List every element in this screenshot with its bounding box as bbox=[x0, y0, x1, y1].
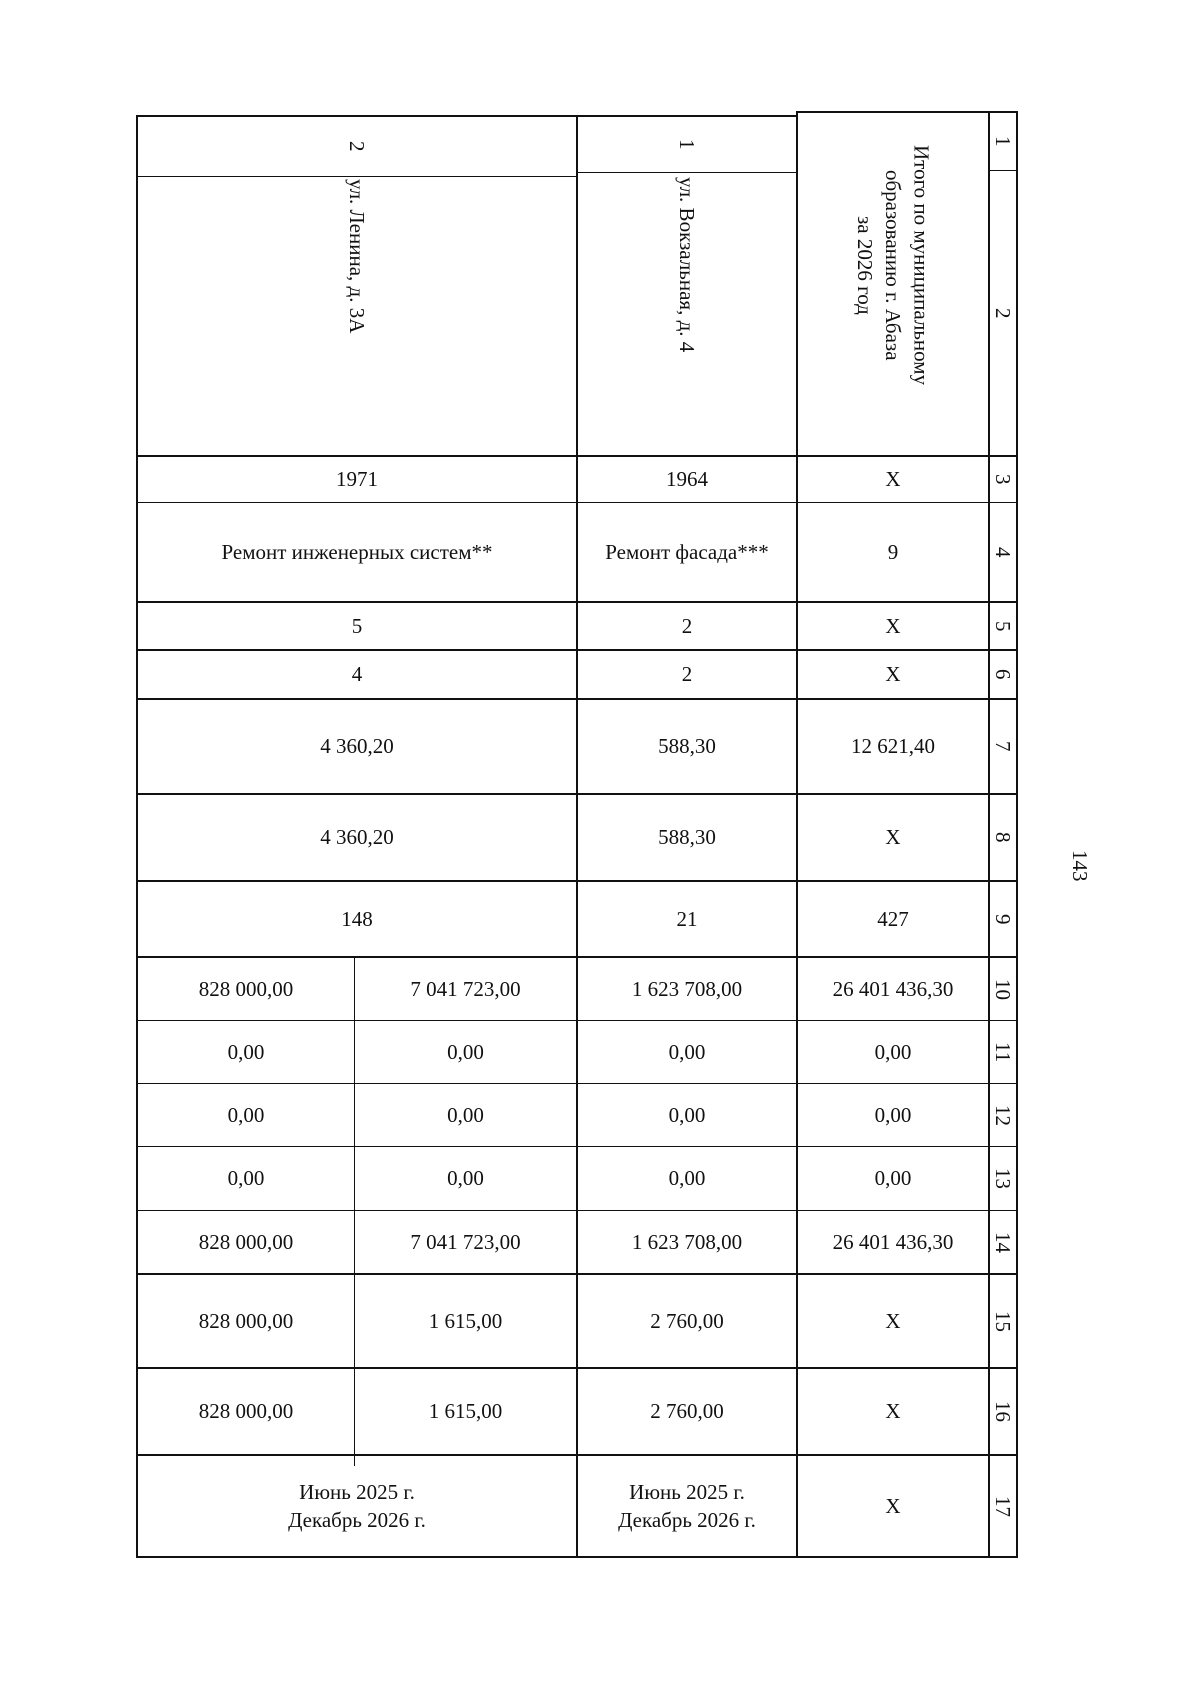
column-number-15: 15 bbox=[991, 1310, 1016, 1332]
house1-period bbox=[578, 1456, 796, 1556]
house2-address: ул. Ленина, д. 3А bbox=[345, 179, 370, 334]
house2-row16-b: 1 615,00 bbox=[428, 1399, 503, 1424]
house2-row15-b: 1 615,00 bbox=[428, 1308, 503, 1333]
house1-row13: 0,00 bbox=[668, 1166, 706, 1191]
house1-period-end: Декабрь 2026 г. bbox=[618, 1508, 756, 1532]
total-work: 9 bbox=[887, 539, 899, 564]
house1-row16: 2 760,00 bbox=[650, 1399, 724, 1424]
column-number-8: 8 bbox=[991, 832, 1016, 843]
page-number: 143 bbox=[1068, 850, 1092, 882]
column-number-2: 2 bbox=[991, 307, 1016, 319]
total-row6: X bbox=[885, 662, 901, 687]
house2-work: Ремонт инженерных систем** bbox=[221, 539, 493, 564]
column-number-6: 6 bbox=[991, 669, 1016, 680]
column-number-1: 1 bbox=[991, 136, 1016, 147]
house2-row13-a: 0,00 bbox=[227, 1166, 265, 1191]
house1-work: Ремонт фасада*** bbox=[605, 539, 769, 564]
house2-row5: 5 bbox=[351, 613, 363, 638]
house2-row12-a: 0,00 bbox=[227, 1102, 265, 1127]
house2-row16-a: 828 000,00 bbox=[198, 1399, 294, 1424]
house2-row6: 4 bbox=[351, 662, 363, 687]
house1-row5: 2 bbox=[681, 613, 693, 638]
house1-row15: 2 760,00 bbox=[650, 1308, 724, 1333]
house2-row12-b: 0,00 bbox=[447, 1102, 484, 1127]
house1-row7: 588,30 bbox=[658, 734, 716, 759]
house2-row10-a: 828 000,00 bbox=[198, 976, 294, 1001]
house2-row13-b: 0,00 bbox=[447, 1166, 484, 1191]
total-row8: X bbox=[885, 825, 901, 850]
column-number-17: 17 bbox=[991, 1495, 1016, 1517]
column-number-5: 5 bbox=[991, 620, 1016, 632]
house1-row14: 1 623 708,00 bbox=[631, 1229, 743, 1254]
house2-row11-a: 0,00 bbox=[227, 1039, 265, 1064]
total-row11: 0,00 bbox=[874, 1039, 912, 1064]
house2-row9: 148 bbox=[341, 906, 373, 931]
house2-row7: 4 360,20 bbox=[320, 734, 394, 759]
total-row17: X bbox=[885, 1493, 901, 1518]
total-row10: 26 401 436,30 bbox=[832, 976, 954, 1001]
total-row5: X bbox=[885, 613, 901, 638]
total-row15: X bbox=[885, 1308, 901, 1333]
house2-row8: 4 360,20 bbox=[320, 825, 394, 850]
house1-address: ул. Вокзальная, д. 4 bbox=[675, 177, 700, 353]
column-number-4: 4 bbox=[991, 546, 1016, 558]
house2-period-start: Июнь 2025 г. bbox=[299, 1479, 415, 1504]
house2-row14-a: 828 000,00 bbox=[198, 1229, 294, 1254]
column-number-7: 7 bbox=[991, 741, 1016, 752]
house1-row6: 2 bbox=[681, 662, 693, 687]
data-table bbox=[136, 115, 1018, 1558]
column-number-3: 3 bbox=[991, 474, 1016, 485]
column-number-10: 10 bbox=[991, 978, 1016, 1000]
house1-row11: 0,00 bbox=[668, 1039, 706, 1064]
column-number-13: 13 bbox=[991, 1168, 1016, 1189]
house2-row11-b: 0,00 bbox=[447, 1039, 484, 1064]
house1-number: 1 bbox=[675, 139, 700, 150]
house1-row8: 588,30 bbox=[658, 825, 716, 850]
column-number-16: 16 bbox=[991, 1401, 1016, 1422]
column-number-11: 11 bbox=[991, 1041, 1016, 1063]
house2-year: 1971 bbox=[336, 467, 378, 492]
total-row12: 0,00 bbox=[874, 1102, 912, 1127]
total-row13: 0,00 bbox=[874, 1166, 912, 1191]
house2-period-end: Декабрь 2026 г. bbox=[288, 1508, 426, 1532]
house1-row12: 0,00 bbox=[668, 1102, 706, 1127]
total-row-label: Итого по муниципальному образованию г. Абаза за 2026 год bbox=[852, 145, 934, 386]
total-row16: X bbox=[885, 1399, 901, 1424]
house2-row10-b: 7 041 723,00 bbox=[410, 976, 521, 1001]
total-row7: 12 621,40 bbox=[851, 734, 935, 759]
total-year: X bbox=[885, 467, 901, 492]
house1-year: 1964 bbox=[666, 467, 708, 492]
house1-row9: 21 bbox=[676, 906, 698, 931]
house2-number: 2 bbox=[345, 141, 370, 152]
column-number-12: 12 bbox=[991, 1104, 1016, 1126]
house1-period-start: Июнь 2025 г. bbox=[629, 1479, 745, 1504]
table-border-bottom bbox=[136, 1556, 1018, 1558]
column-number-9: 9 bbox=[991, 913, 1016, 925]
house1-row10: 1 623 708,00 bbox=[631, 976, 743, 1001]
house2-row15-a: 828 000,00 bbox=[198, 1308, 294, 1333]
house2-row14-b: 7 041 723,00 bbox=[410, 1229, 521, 1254]
column-number-14: 14 bbox=[991, 1231, 1016, 1253]
total-row9: 427 bbox=[877, 906, 909, 931]
total-row14: 26 401 436,30 bbox=[832, 1229, 954, 1254]
house2-period bbox=[138, 1456, 576, 1556]
